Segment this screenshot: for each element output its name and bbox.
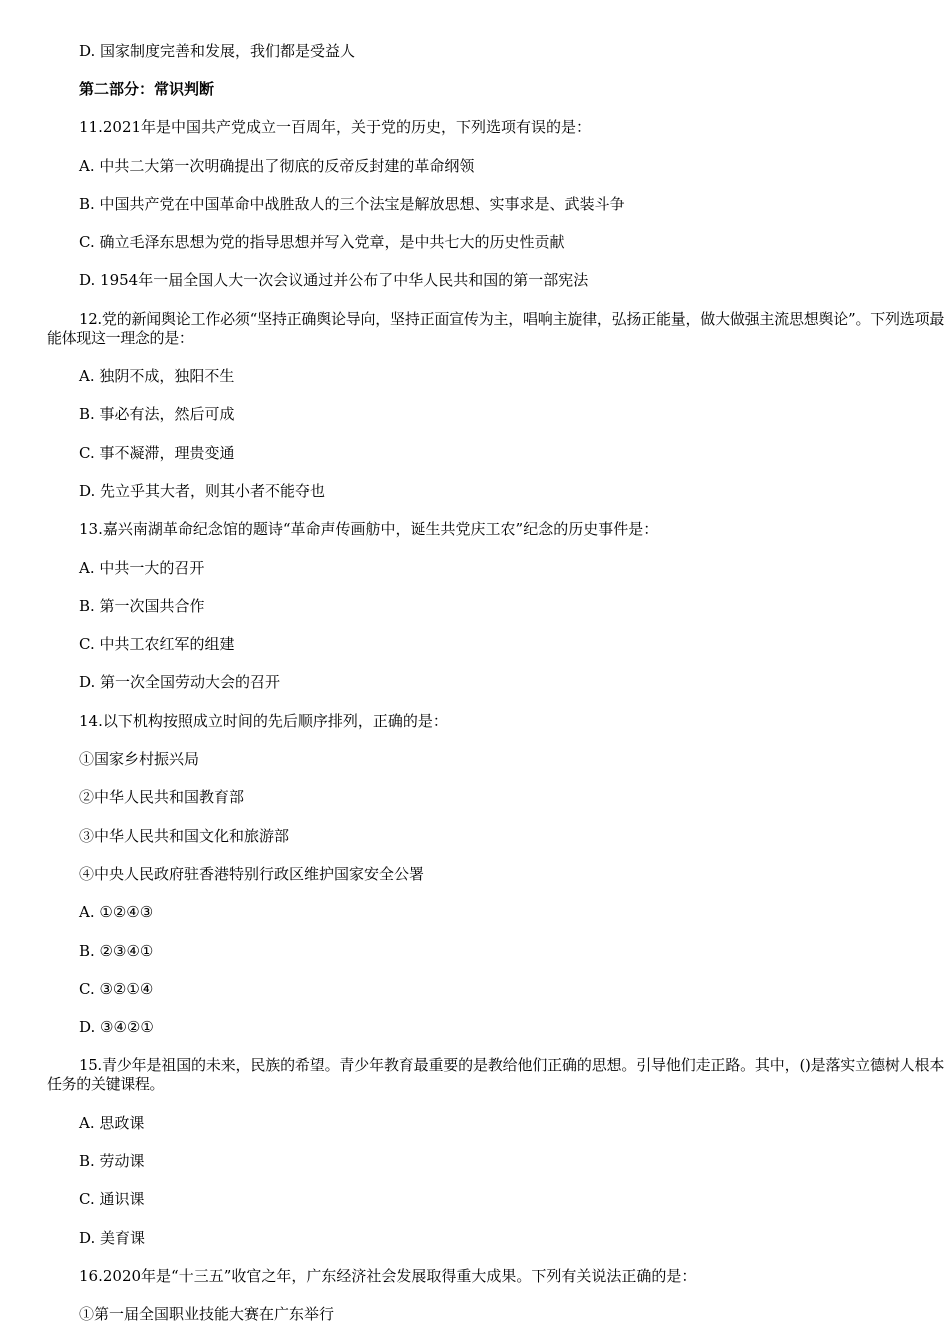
q11-option-b: B. 中国共产党在中国革命中战胜敌人的三个法宝是解放思想、实事求是、武装斗争	[79, 195, 625, 213]
q14-stem: 14.以下机构按照成立时间的先后顺序排列，正确的是：	[79, 712, 448, 730]
q13-option-a: A. 中共一大的召开	[79, 559, 205, 577]
q10-option-d: D. 国家制度完善和发展，我们都是受益人	[79, 42, 356, 60]
q13-option-b: B. 第一次国共合作	[79, 597, 205, 615]
q14-option-d: D. ③④②①	[79, 1018, 154, 1036]
q15-option-b: B. 劳动课	[79, 1152, 145, 1170]
q14-option-c: C. ③②①④	[79, 980, 154, 998]
q14-item-4: ④中央人民政府驻香港特别行政区维护国家安全公署	[79, 865, 425, 883]
q16-stem: 16.2020年是“十三五”收官之年，广东经济社会发展取得重大成果。下列有关说法正确的是：	[79, 1267, 697, 1285]
q14-item-2: ②中华人民共和国教育部	[79, 788, 245, 806]
q12-option-d: D. 先立乎其大者，则其小者不能夺也	[79, 482, 326, 500]
q15-option-c: C. 通识课	[79, 1190, 145, 1208]
q16-item-1: ①第一届全国职业技能大赛在广东举行	[79, 1305, 335, 1323]
q14-item-1: ①国家乡村振兴局	[79, 750, 200, 768]
q11-stem: 11.2021年是中国共产党成立一百周年，关于党的历史，下列选项有误的是：	[79, 118, 592, 136]
q11-option-a: A. 中共二大第一次明确提出了彻底的反帝反封建的革命纲领	[79, 157, 475, 175]
q14-option-a: A. ①②④③	[79, 903, 154, 921]
q15-stem: 15.青少年是祖国的未来，民族的希望。青少年教育最重要的是教给他们正确的思想。引导他们走正路。其中，()是落实立德树人根本任务的关键课程。	[47, 1056, 944, 1093]
q13-stem: 13.嘉兴南湖革命纪念馆的题诗“革命声传画舫中，诞生共党庆工农”纪念的历史事件是：	[79, 520, 659, 538]
q12-option-a: A. 独阴不成，独阳不生	[79, 367, 235, 385]
q15-option-a: A. 思政课	[79, 1114, 145, 1132]
q14-option-b: B. ②③④①	[79, 942, 154, 960]
section-heading: 第二部分：常识判断	[79, 80, 215, 98]
q11-option-d: D. 1954年一届全国人大一次会议通过并公布了中华人民共和国的第一部宪法	[79, 271, 589, 289]
q11-option-c: C. 确立毛泽东思想为党的指导思想并写入党章，是中共七大的历史性贡献	[79, 233, 565, 251]
q15-option-d: D. 美育课	[79, 1229, 146, 1247]
q13-option-c: C. 中共工农红军的组建	[79, 635, 235, 653]
q12-option-c: C. 事不凝滞，理贵变通	[79, 444, 235, 462]
q12-stem: 12.党的新闻舆论工作必须“坚持正确舆论导向，坚持正面宣传为主，唱响主旋律，弘扬正能量，做大做强主流思想舆论”。下列选项最能体现这一理念的是：	[47, 310, 944, 347]
q14-item-3: ③中华人民共和国文化和旅游部	[79, 827, 290, 845]
q12-option-b: B. 事必有法，然后可成	[79, 405, 235, 423]
q13-option-d: D. 第一次全国劳动大会的召开	[79, 673, 281, 691]
